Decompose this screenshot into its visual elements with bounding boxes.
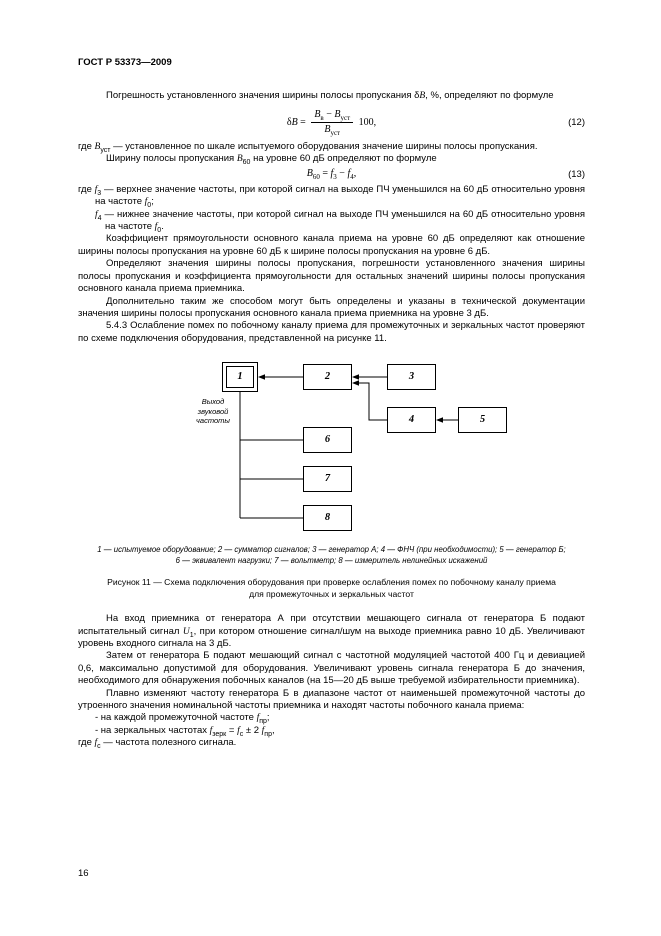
paragraph-where-13b: $f_4$ — нижнее значение частоты, при которой сигнал на выходе ПЧ уменьшился на 60 дБ относительно уровня на частоте $f_0$. — [95, 208, 585, 234]
formula-12-fraction — [311, 109, 353, 137]
formula-12-number: (12) — [568, 116, 585, 128]
paragraph-interfering-signal: Затем от генератора Б подают мешающий сигнал с частотной модуляцией частотой 400 Гц и девиацией 0,6, максимально допустимой для оборудования. Увеличивают уровень сигнала генератора Б до значения, необходимого для обнаружения побочных каналов (на 15—20 дБ выше требуемой избирательности приемника). — [78, 650, 585, 687]
block-distortion-meter — [303, 505, 352, 531]
formula-13-number: (13) — [568, 168, 585, 180]
paragraph-where-12: где $B_{уст}$ — установленное по шкале испытуемого оборудования значение ширины полосы пропускания. — [78, 140, 538, 154]
figure-legend-line-2: 6 — эквивалент нагрузки; 7 — вольтметр; 8 — измеритель нелинейных искажений — [175, 555, 488, 565]
figure-11-diagram — [78, 355, 585, 537]
formula-12-denominator: $B_{уст}$ — [324, 124, 341, 138]
block-number: 4 — [408, 413, 415, 425]
paragraph-bandwidth-60: Ширину полосы пропускания $B_{60}$ на уровне 60 дБ определяют по формуле — [106, 153, 437, 166]
paragraph-where-13a: где $f_3$ — верхнее значение частоты, при которой сигнал на выходе ПЧ уменьшился на 60 дБ относительно уровня на частоте $f_0$; — [78, 183, 585, 210]
audio-output-label: Выход звуковой частоты — [196, 397, 230, 426]
formula-12-lhs: δB = — [286, 117, 309, 129]
formula-13 — [78, 168, 585, 180]
paragraph-additionally: Дополнительно таким же способом могут быть определены и указаны в технической документации значения ширины полосы пропускания основного канала приема приемника на уровне 3 дБ. — [78, 295, 585, 319]
paragraph-section-5-4-3: 5.4.3 Ослабление помех по побочному каналу приема для промежуточных и зеркальных частот проверяют по схеме подключения оборудования, представленной на рисунке 11. — [78, 320, 585, 344]
paragraph-where-fc: где $f_с$ — частота полезного сигнала. — [78, 737, 237, 751]
page-number: 16 — [78, 868, 89, 879]
block-generator-b — [458, 407, 507, 433]
block-equipment-under-test — [222, 362, 258, 392]
paragraph-sweep-frequency: Плавно изменяют частоту генератора Б в диапазоне частот от наименьшей промежуточной частоты до утроенного значения номинальной частоты приемника и находят частоты побочного канала приема: — [78, 687, 585, 711]
block-low-pass-filter — [387, 407, 436, 433]
block-voltmeter — [303, 466, 352, 492]
block-number: 3 — [408, 370, 415, 382]
paragraph-input-signal: На вход приемника от генератора А при отсутствии мешающего сигнала от генератора Б подают испытательный сигнал $U_1$, при котором отношение сигнал/шум на выходе приемника равно 10 дБ. Увеличивают уровень входного сигнала на 3 дБ. — [78, 613, 585, 649]
page-content — [78, 57, 585, 750]
formula-13-expression: $B_{60} = f_3 - f_4$, — [306, 168, 357, 182]
block-load-equivalent — [303, 427, 352, 453]
block-signal-summer — [303, 364, 352, 390]
block-number: 7 — [324, 472, 331, 484]
formula-12-suffix: 100, — [356, 117, 377, 129]
doc-number: ГОСТ Р 53373—2009 — [78, 57, 172, 68]
list-item-image-frequency: - на зеркальных частотах $f_{зерк} = f_с \pm 2$ $f_{пр}$, — [95, 724, 275, 738]
block-equipment-inner-frame — [226, 366, 254, 388]
block-generator-a — [387, 364, 436, 390]
paragraph-determine-values: Определяют значения ширины полосы пропускания, погрешности установленного значения ширины полосы пропускания и коэффициента прямоугольности для остальных значений ширины полосы пропускания основного канала приема приемника. — [78, 258, 585, 295]
formula-12-numerator: $B_в - B_{уст}$ — [311, 109, 353, 123]
formula-12-expression — [287, 109, 376, 137]
block-number: 5 — [479, 413, 486, 425]
block-number: 8 — [324, 511, 331, 523]
formula-12 — [78, 109, 585, 137]
figure-caption: Рисунок 11 — Схема подключения оборудования при проверке ослабления помех по побочному каналу приема для промежуточных и зеркальных частот — [107, 577, 556, 599]
list-item-intermediate-frequency: - на каждой промежуточной частоте $f_{пр}$; — [95, 712, 270, 726]
figure-legend-line-1: 1 — испытуемое оборудование; 2 — сумматор сигналов; 3 — генератор А; 4 — ФНЧ (при необходимости); 5 — генератор Б; — [97, 545, 566, 555]
block-number: 2 — [324, 370, 331, 382]
block-number: 6 — [324, 433, 331, 445]
paragraph-accuracy: Погрешность установленного значения ширины полосы пропускания δB, %, определяют по формуле — [106, 90, 554, 102]
block-number: 1 — [237, 370, 243, 382]
paragraph-rectangularity: Коэффициент прямоугольности основного канала приема на уровне 60 дБ определяют как отношение ширины полосы пропускания на уровне 60 дБ к ширине полосы пропускания на уровне 6 дБ. — [78, 233, 585, 257]
